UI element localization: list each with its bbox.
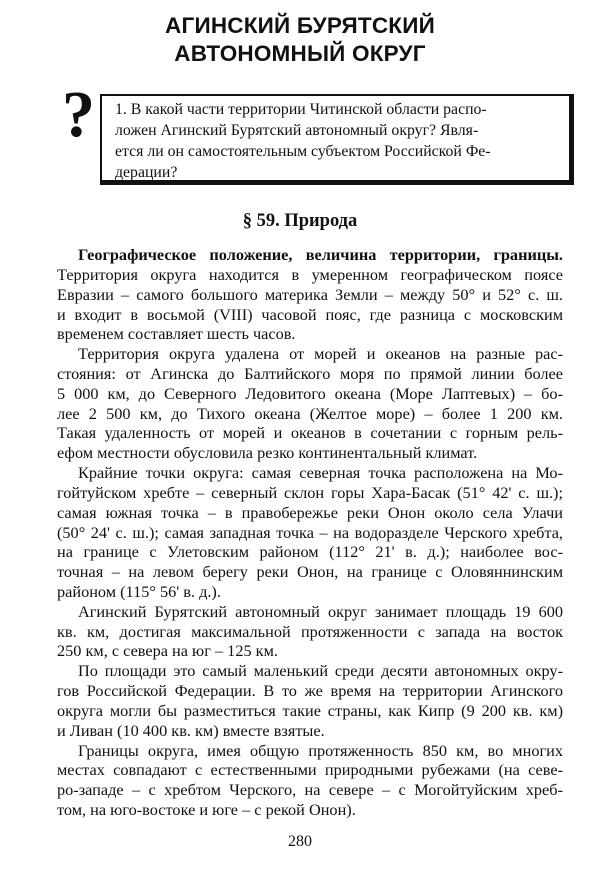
text-line: Территория округа удалена от морей и океанов на разные рас- <box>78 344 563 364</box>
text-line: (50° 24' с. ш.); самая западная точка – на водоразделе Черского хребта, <box>57 522 563 542</box>
text-line: Крайние точки округа: самая северная точка расположена на Мо- <box>78 463 563 482</box>
text-line: стояния: от Агинска до Балтийского моря по прямой линии более <box>57 363 563 383</box>
text-line: том, на юго-востоке и юге – с рекой Онон). <box>57 800 356 819</box>
text-line: Границы округа, имея общую протяженность 850 км, во многих <box>78 740 563 760</box>
text-line: точная – на левом берегу реки Онон, на границе с Оловяннинским <box>57 562 563 582</box>
text-line: гойтуйском хребте – северный склон горы Хара-Басак (51° 42' с. ш.); <box>57 482 563 502</box>
text-line: и Ливан (10 400 кв. км) вместе взятые. <box>57 720 325 740</box>
text-line: районом (115° 56' в. д.). <box>57 582 221 601</box>
question-mark-icon: ? <box>62 78 95 151</box>
text-line: 250 км, с севера на юг – 125 км. <box>57 641 278 661</box>
text-line: на границе с Улетовским районом (112° 21' в. д.); наиболее вос- <box>57 542 563 562</box>
bold-lead-in: Географическое положение, величина территории, границы. <box>78 245 563 264</box>
text-line: 5 000 км, до Северного Ледовитого океана (Море Лаптевых) – бо- <box>57 383 563 403</box>
text-line: округа могли бы разместиться такие страны, как Кипр (9 200 кв. км) <box>57 700 563 720</box>
text-line: и входит в восьмой (VIII) часовой пояс, где разница с московским <box>57 304 563 324</box>
text-line: самая южная точка – в правобережье реки Онон около села Улачи <box>57 502 563 522</box>
chapter-title-line-1: АГИНСКИЙ БУРЯТСКИЙ <box>165 13 435 38</box>
text-line: гов Российской Федерации. В то же время на территории Агинского <box>57 681 563 701</box>
text-line: ефом местности обусловила резко континентальный климат. <box>57 443 478 463</box>
text-line: лее 2 500 км, до Тихого океана (Желтое море) – более 1 200 км. <box>57 403 563 423</box>
text-line: Территория округа находится в умеренном географическом поясе <box>57 264 563 284</box>
text-line: кв. км, достигая максимальной протяженности с запада на восток <box>57 621 563 641</box>
text-line: По площади это самый маленький среди десяти автономных окру- <box>78 661 563 681</box>
page-number: 280 <box>288 833 312 850</box>
text-line: временем составляет шесть часов. <box>57 324 296 344</box>
text-line: Евразии – самого большого материка Земли – между 50° и 52° с. ш. <box>57 284 563 304</box>
text-line: Такая удаленность от морей и океанов в сочетании с горным рель- <box>57 423 563 443</box>
paragraph-heading <box>78 245 563 265</box>
chapter-title-line-2: АВТОНОМНЫЙ ОКРУГ <box>174 41 426 66</box>
question-line: дерации? <box>115 164 178 181</box>
text-line: местах совпадают с естественными природными рубежами (на севе- <box>57 760 563 780</box>
text-line: ро-западе – с хребтом Черского, на севере – с Могойтуйским хреб- <box>57 780 563 800</box>
question-line: ложен Агинский Бурятский автономный округ? Явля- <box>115 122 479 139</box>
question-line: 1. В какой части территории Читинской области распо- <box>115 101 487 118</box>
question-line: ется ли он самостоятельным субъектом Российской Фе- <box>115 143 491 160</box>
section-heading: § 59. Природа <box>242 211 358 231</box>
text-line: Агинский Бурятский автономный округ занимает площадь 19 600 <box>78 601 563 621</box>
